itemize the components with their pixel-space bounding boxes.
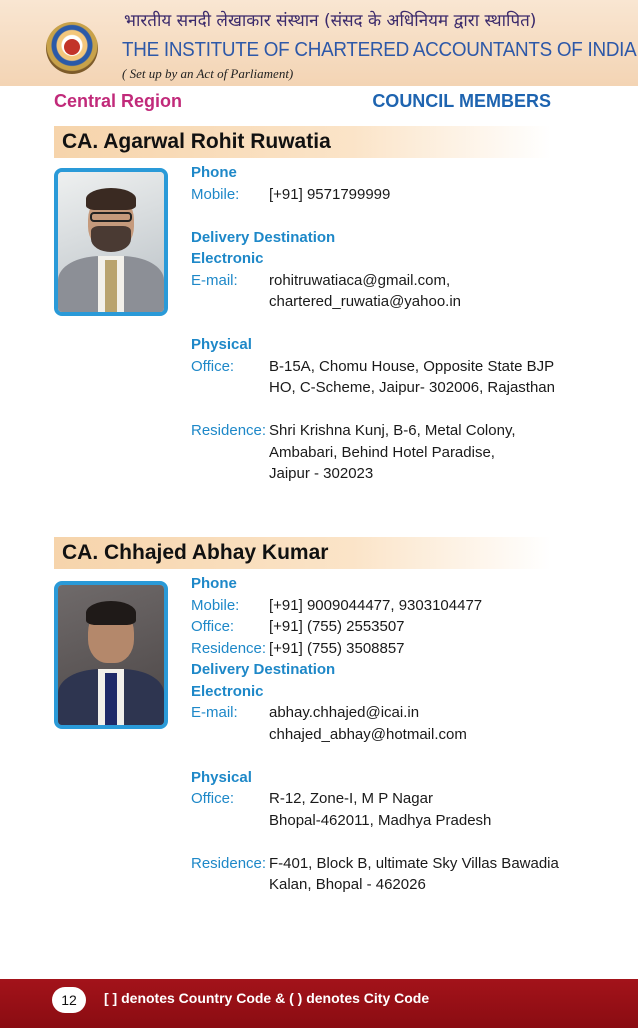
mobile-label: Mobile: <box>191 596 240 614</box>
member-name-bar <box>54 537 551 569</box>
residence-address: Shri Krishna Kunj, B-6, Metal Colony, <box>269 422 516 439</box>
page-number: 12 <box>52 987 86 1013</box>
residence-phone-label: Residence: <box>191 639 267 657</box>
member-contact-details <box>191 575 559 898</box>
office-address: Bhopal-462011, Madhya Pradesh <box>269 811 492 829</box>
email-label: E-mail: <box>191 704 238 721</box>
delivery-heading: Delivery Destination <box>191 228 336 246</box>
office-phone-value: [+91] (755) 2553507 <box>269 618 405 635</box>
mobile-value: [+91] 9009044477, 9303104477 <box>269 596 483 614</box>
email-link[interactable]: abhay.chhajed@icai.in <box>269 704 420 721</box>
phone-heading: Phone <box>191 164 237 181</box>
residence-label: Residence: <box>191 854 267 872</box>
page-footer <box>0 979 638 1028</box>
office-label: Office: <box>191 790 235 807</box>
office-label: Office: <box>191 357 235 375</box>
member-name-bar <box>54 126 551 158</box>
setup-note: ( Set up by an Act of Parliament) <box>122 66 294 81</box>
member-name: CA. Agarwal Rohit Ruwatia <box>62 130 331 153</box>
residence-phone-value: [+91] (755) 3508857 <box>269 639 405 657</box>
member-contact-details <box>191 164 555 487</box>
institute-name: THE INSTITUTE OF CHARTERED ACCOUNTANTS OF INDIA <box>122 38 637 61</box>
residence-label: Residence: <box>191 422 267 439</box>
residence-address: F-401, Block B, ultimate Sky Villas Bawadia <box>269 854 559 872</box>
page-header <box>0 0 638 86</box>
office-address: B-15A, Chomu House, Opposite State BJP <box>269 357 555 375</box>
member-photo <box>54 168 168 316</box>
member-photo <box>54 581 168 729</box>
email-link[interactable]: chhajed_abhay@hotmail.com <box>269 725 467 743</box>
hindi-title: भारतीय सनदी लेखाकार संस्थान (संसद के अधिनियम द्वारा स्थापित) <box>124 11 537 31</box>
physical-heading: Physical <box>191 768 252 786</box>
office-address: R-12, Zone-I, M P Nagar <box>269 790 433 807</box>
office-phone-label: Office: <box>191 618 235 635</box>
phone-heading: Phone <box>191 575 237 592</box>
electronic-heading: Electronic <box>191 682 264 700</box>
residence-address: Ambabari, Behind Hotel Paradise, <box>269 443 495 461</box>
office-address: HO, C-Scheme, Jaipur- 302006, Rajasthan <box>269 379 555 396</box>
delivery-heading: Delivery Destination <box>191 661 336 678</box>
residence-address: Jaipur - 302023 <box>269 465 374 482</box>
mobile-value: [+91] 9571799999 <box>269 185 391 203</box>
icai-emblem-icon <box>46 22 98 74</box>
mobile-label: Mobile: <box>191 185 240 203</box>
email-link[interactable]: rohitruwatiaca@gmail.com, <box>269 271 451 289</box>
member-name: CA. Chhajed Abhay Kumar <box>62 541 329 564</box>
email-label: E-mail: <box>191 271 238 289</box>
residence-address: Kalan, Bhopal - 462026 <box>269 876 426 893</box>
physical-heading: Physical <box>191 336 252 353</box>
email-link[interactable]: chartered_ruwatia@yahoo.in <box>269 293 462 310</box>
section-title: COUNCIL MEMBERS <box>372 91 551 111</box>
electronic-heading: Electronic <box>191 250 264 267</box>
region-title: Central Region <box>54 91 183 111</box>
code-legend: [ ] denotes Country Code & ( ) denotes City Code <box>104 990 430 1006</box>
